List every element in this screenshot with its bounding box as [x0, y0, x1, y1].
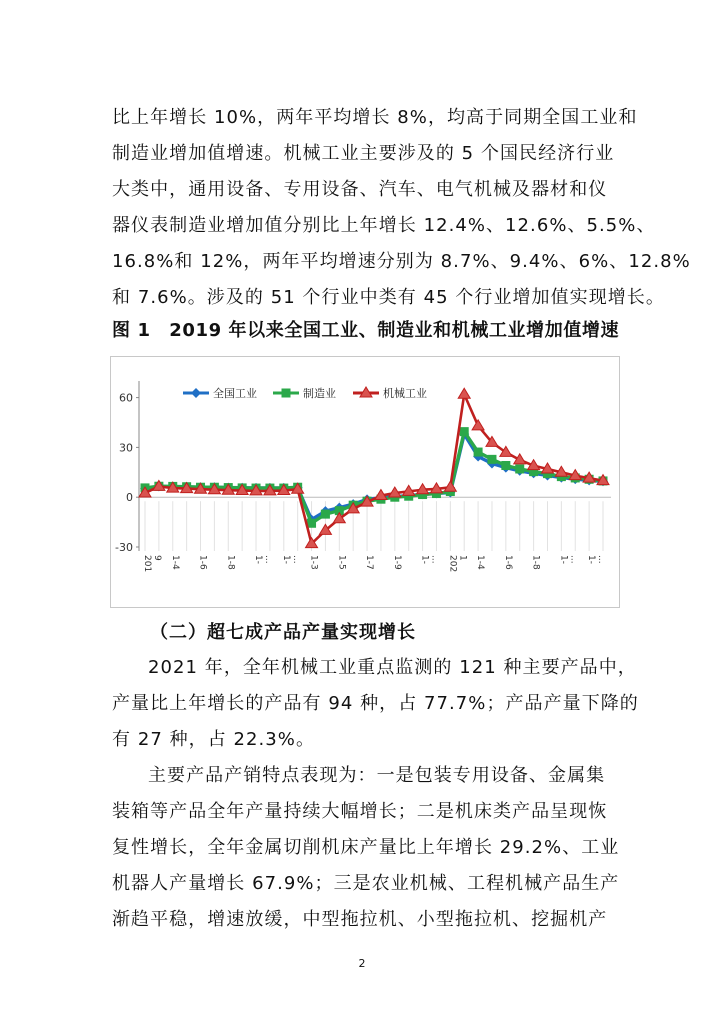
svg-text:1: 1 [457, 555, 468, 561]
svg-text:1-4: 1-4 [169, 555, 180, 570]
legend-entry: 制造业 [303, 387, 336, 400]
y-tick-label: 60 [119, 391, 133, 405]
svg-text:1-6: 1-6 [502, 555, 513, 570]
legend-marker [282, 389, 291, 398]
text-line: 装箱等产品全年产量持续大幅增长；二是机床类产品呈现恢 [112, 801, 608, 822]
svg-text:1-: 1- [253, 555, 264, 564]
svg-text:...: ... [263, 555, 274, 564]
x-tick-label [225, 555, 235, 570]
x-tick-label [364, 555, 374, 570]
svg-text:...: ... [290, 555, 301, 564]
text-line: 渐趋平稳，增速放缓，中型拖拉机、小型拖拉机、挖掘机产 [112, 909, 608, 930]
y-tick-label: 0 [126, 491, 133, 505]
text-line: 制造业增加值增速。机械工业主要涉及的 5 个国民经济行业 [112, 143, 615, 164]
svg-text:1-8: 1-8 [225, 555, 236, 570]
svg-text:1-: 1- [558, 555, 569, 564]
x-tick-label [503, 555, 513, 570]
legend-entry: 全国工业 [213, 387, 257, 400]
text-line: 机器人产量增长 67.9%；三是农业机械、工程机械产品生产 [112, 873, 620, 894]
x-tick-label [392, 555, 402, 570]
legend-marker [191, 388, 201, 398]
svg-text:1-3: 1-3 [308, 555, 319, 570]
body-paragraph-features [112, 758, 620, 938]
svg-text:1-: 1- [586, 555, 597, 564]
svg-text:1-9: 1-9 [391, 555, 402, 570]
x-tick-label [420, 555, 440, 564]
x-tick-label [309, 555, 319, 570]
legend-entry: 机械工业 [383, 387, 427, 400]
line-chart [111, 357, 619, 607]
x-tick-label [253, 555, 273, 564]
svg-text:1-4: 1-4 [475, 555, 486, 570]
body-paragraph-production [112, 650, 639, 758]
body-paragraph-value-added [112, 100, 691, 316]
section-heading: （二）超七成产品产量实现增长 [150, 622, 416, 643]
page-number: 2 [358, 957, 366, 970]
x-tick-label [198, 555, 208, 570]
x-tick-label [447, 555, 467, 572]
data-point [487, 455, 496, 464]
text-line: 主要产品产销特点表现为：一是包装专用设备、金属集 [148, 765, 606, 786]
x-tick-label [558, 555, 578, 564]
data-point [515, 464, 524, 473]
text-line: 和 7.6%。涉及的 51 个行业中类有 45 个行业增加值实现增长。 [112, 287, 665, 308]
figure-title: 图 1 2019 年以来全国工业、制造业和机械工业增加值增速 [112, 320, 620, 341]
x-tick-label [142, 555, 162, 572]
svg-text:201: 201 [142, 555, 152, 573]
data-point [460, 427, 469, 436]
x-tick-label [336, 555, 346, 570]
text-line: 2021 年，全年机械工业重点监测的 121 种主要产品中， [148, 657, 637, 678]
svg-text:1-6: 1-6 [197, 555, 208, 570]
x-tick-label [586, 555, 606, 564]
x-tick-label [170, 555, 180, 570]
x-tick-label [475, 555, 485, 570]
text-line: 16.8%和 12%，两年平均增速分别为 8.7%、9.4%、6%、12.8% [112, 251, 691, 272]
svg-text:...: ... [568, 555, 579, 564]
data-point [474, 448, 483, 457]
text-line: 有 27 种，占 22.3%。 [112, 729, 316, 750]
svg-text:...: ... [596, 555, 607, 564]
text-line: 大类中，通用设备、专用设备、汽车、电气机械及器材和仪 [112, 179, 608, 200]
svg-text:1-5: 1-5 [336, 555, 347, 570]
y-tick-label: 30 [119, 441, 133, 455]
chart-container [110, 356, 620, 608]
y-tick-label: -30 [115, 541, 133, 554]
svg-text:1-: 1- [280, 555, 291, 564]
svg-text:202: 202 [447, 555, 458, 573]
data-point [472, 420, 484, 430]
x-tick-label [281, 555, 301, 564]
svg-text:1-8: 1-8 [530, 555, 541, 570]
x-tick-label [531, 555, 541, 570]
text-line: 产量比上年增长的产品有 94 种，占 77.7%；产品产量下降的 [112, 693, 639, 714]
text-line: 比上年增长 10%，两年平均增长 8%，均高于同期全国工业和 [112, 107, 638, 128]
data-point [444, 481, 456, 491]
data-point [501, 461, 510, 470]
data-point [458, 388, 470, 398]
svg-text:9: 9 [152, 555, 162, 561]
svg-text:1-: 1- [419, 555, 430, 564]
svg-text:1-7: 1-7 [364, 555, 375, 570]
svg-text:...: ... [429, 555, 440, 564]
text-line: 复性增长，全年金属切削机床产量比上年增长 29.2%、工业 [112, 837, 620, 858]
data-point [321, 510, 330, 519]
text-line: 器仪表制造业增加值分别比上年增长 12.4%、12.6%、5.5%、 [112, 215, 656, 236]
